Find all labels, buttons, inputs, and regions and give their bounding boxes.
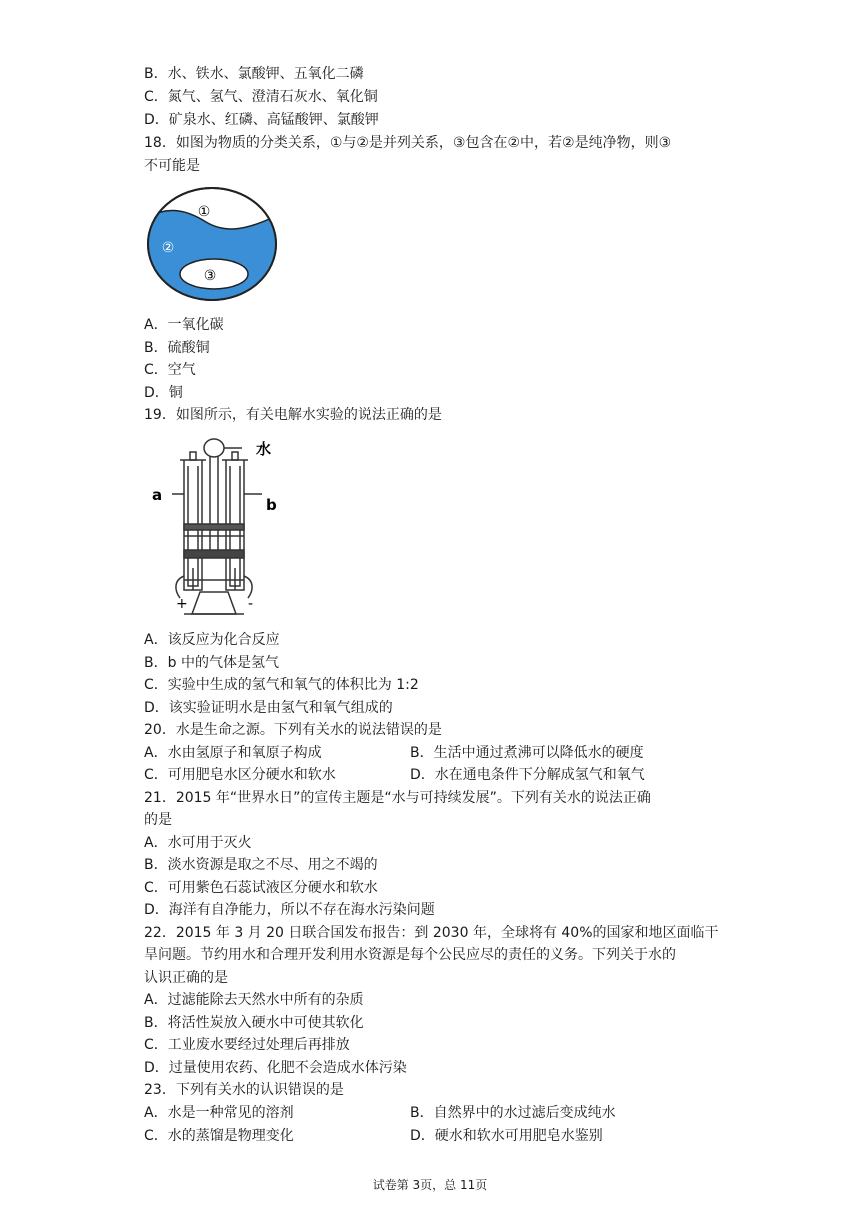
- negative-terminal-label: -: [248, 596, 254, 612]
- q22-option-c: C．工业废水要经过处理后再排放: [144, 1037, 350, 1053]
- q21-stem: 21．2015 年“世界水日”的宣传主题是“水与可持续发展”。下列有关水的说法正确: [144, 790, 651, 806]
- q18-option-a: A．一氧化碳: [144, 317, 224, 333]
- positive-terminal-label: +: [176, 596, 188, 612]
- q20-stem: 20．水是生命之源。下列有关水的说法错误的是: [144, 722, 442, 738]
- q22-stem: 22．2015 年 3 月 20 日联合国发布报告：到 2030 年，全球将有 40%的国家和地区面临干: [144, 925, 719, 941]
- q17-option-c: C．氮气、氢气、澄清石灰水、氧化铜: [144, 89, 378, 105]
- q18-stem-cont: 不可能是: [144, 158, 200, 174]
- q23-option-d: D．硬水和软水可用肥皂水鉴别: [410, 1128, 603, 1144]
- tube-b-label: b: [266, 496, 277, 514]
- q17-option-b: B．水、铁水、氯酸钾、五氧化二磷: [144, 66, 364, 82]
- q22-option-b: B．将活性炭放入硬水中可使其软化: [144, 1015, 364, 1031]
- q18-stem: 18．如图为物质的分类关系，①与②是并列关系，③包含在②中，若②是纯净物，则③: [144, 135, 672, 151]
- q20-option-d: D．水在通电条件下分解成氢气和氧气: [410, 767, 645, 783]
- q19-option-c: C．实验中生成的氢气和氧气的体积比为 1:2: [144, 677, 419, 693]
- q18-option-b: B．硫酸铜: [144, 340, 210, 356]
- q21-option-c: C．可用紫色石蕊试液区分硬水和软水: [144, 880, 378, 896]
- q21-stem-cont: 的是: [144, 812, 172, 828]
- q23-stem: 23．下列有关水的认识错误的是: [144, 1082, 344, 1098]
- q19-option-b: B．b 中的气体是氢气: [144, 655, 279, 671]
- tube-a-label: a: [152, 486, 163, 504]
- water-label: 水: [256, 440, 272, 458]
- q23-option-b: B．自然界中的水过滤后变成纯水: [410, 1105, 616, 1121]
- q22-option-a: A．过滤能除去天然水中所有的杂质: [144, 992, 364, 1008]
- region-2-label: ②: [161, 240, 175, 256]
- region-1-label: ①: [197, 204, 211, 220]
- region-2-fill: [144, 210, 280, 304]
- q20-option-b: B．生活中通过煮沸可以降低水的硬度: [410, 745, 644, 761]
- q20-option-a: A．水由氢原子和氧原子构成: [144, 745, 322, 761]
- q19-option-d: D．该实验证明水是由氢气和氧气组成的: [144, 700, 393, 716]
- region-3-label: ③: [203, 268, 217, 284]
- q21-option-a: A．水可用于灭火: [144, 835, 252, 851]
- q23-option-a: A．水是一种常见的溶剂: [144, 1105, 294, 1121]
- q18-option-d: D．铜: [144, 385, 183, 401]
- q20-option-c: C．可用肥皂水区分硬水和软水: [144, 767, 336, 783]
- q22-stem-cont1: 旱问题。节约用水和合理开发利用水资源是每个公民应尽的责任的义务。下列关于水的: [144, 947, 676, 963]
- q21-option-b: B．淡水资源是取之不尽、用之不竭的: [144, 857, 378, 873]
- q18-option-c: C．空气: [144, 362, 196, 378]
- page-footer: 试卷第 3页，总 11页: [372, 1178, 488, 1192]
- classification-diagram: [144, 184, 280, 304]
- q23-option-c: C．水的蒸馏是物理变化: [144, 1128, 294, 1144]
- q19-stem: 19．如图所示，有关电解水实验的说法正确的是: [144, 407, 442, 423]
- q19-option-a: A．该反应为化合反应: [144, 632, 280, 648]
- q17-option-d: D．矿泉水、红磷、高锰酸钾、氯酸钾: [144, 112, 379, 128]
- electrolysis-apparatus-diagram: [144, 430, 304, 620]
- q22-stem-cont2: 认识正确的是: [144, 970, 228, 986]
- q22-option-d: D．过量使用农药、化肥不会造成水体污染: [144, 1060, 407, 1076]
- q21-option-d: D．海洋有自净能力，所以不存在海水污染问题: [144, 902, 435, 918]
